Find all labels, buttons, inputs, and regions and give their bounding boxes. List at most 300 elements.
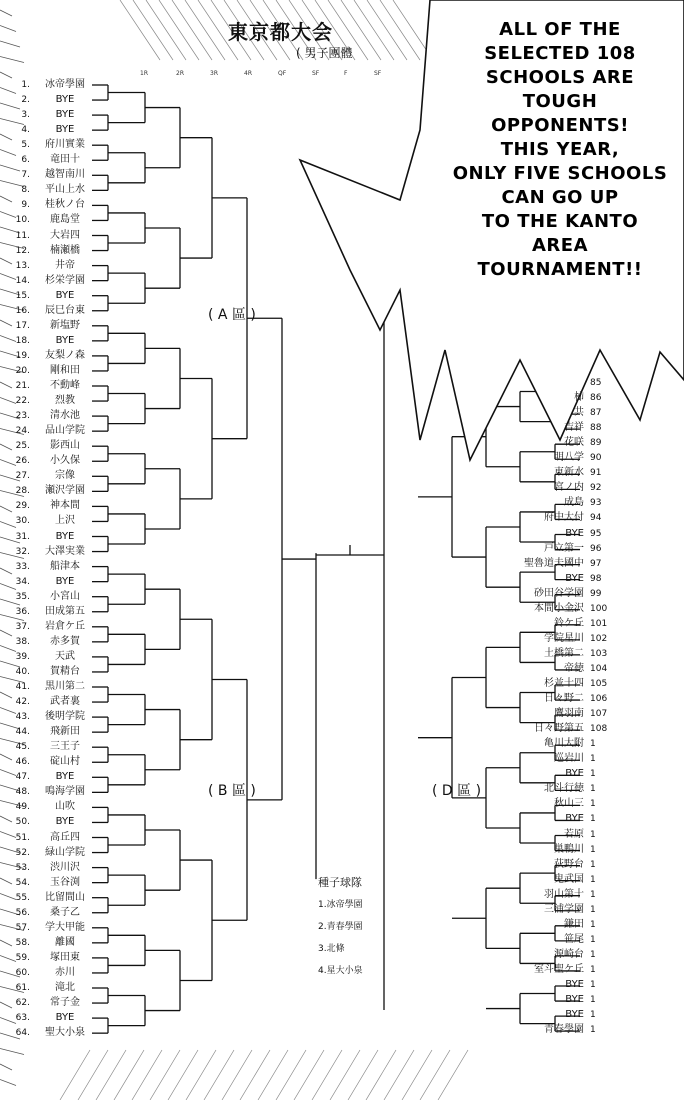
- entry-left: [4, 577, 100, 587]
- speed-line: [146, 0, 186, 60]
- entry-right: [554, 452, 602, 464]
- round-label: SF: [312, 70, 320, 77]
- entry-number: 45.: [15, 742, 30, 753]
- entry-school: 船津本: [50, 560, 80, 572]
- entry-right: [554, 843, 596, 855]
- entry-number: 7.: [21, 170, 30, 181]
- entry-number: 49.: [15, 802, 30, 813]
- entry-number: 23.: [15, 411, 30, 422]
- bubble-line: TOUGH: [522, 91, 598, 112]
- entry-school: 鷹羽南: [554, 708, 584, 720]
- entry-school: 巣鴨川: [554, 843, 584, 855]
- block-d-label: ( D 區 ): [432, 783, 482, 799]
- seed-heading: 種子球隊: [318, 876, 362, 889]
- seed-item: 4.星大小泉: [318, 966, 363, 976]
- speed-line: [420, 1050, 450, 1100]
- entry-school: 小宮山: [50, 590, 80, 602]
- entry-number: 17.: [15, 320, 30, 331]
- speed-line: [258, 1050, 288, 1100]
- entry-school: 室斗聖ケ丘: [534, 963, 584, 975]
- entry-left: [4, 682, 100, 692]
- entry-school: BYE: [55, 1012, 75, 1024]
- entry-number: 46.: [15, 757, 30, 768]
- entry-left: [4, 140, 100, 150]
- entry-school: 剛和田: [50, 364, 80, 376]
- entry-number: 101: [590, 618, 608, 629]
- entry-left: [4, 667, 100, 677]
- speed-line: [276, 1050, 306, 1100]
- seed-item: 2.青春學園: [318, 922, 363, 932]
- round-label: 1R: [140, 70, 148, 77]
- entry-school: 鳴海学園: [45, 786, 85, 798]
- entry-right: [534, 723, 608, 735]
- entry-school: 学院星川: [544, 632, 584, 644]
- entry-left: [4, 306, 100, 316]
- entry-right: [554, 753, 596, 765]
- entry-number: 103: [590, 648, 608, 659]
- entry-left: [4, 953, 100, 963]
- entry-school: 竜田十: [50, 154, 80, 166]
- entry-number: 90: [590, 453, 602, 464]
- entry-school: BYE: [55, 530, 75, 542]
- entry-number: 12.: [15, 245, 30, 256]
- entry-number: 1: [590, 769, 596, 780]
- entry-left: [4, 802, 100, 812]
- entry-school: 鈴ケ丘: [554, 617, 584, 629]
- entry-number: 1: [590, 739, 596, 750]
- entry-left: [4, 411, 100, 421]
- entry-left: [4, 125, 100, 135]
- entry-number: 1: [590, 980, 596, 990]
- entry-left: [4, 291, 100, 301]
- speed-line: [438, 1050, 468, 1100]
- entry-number: 54.: [15, 877, 30, 888]
- bubble-line: SCHOOLS ARE: [485, 67, 635, 88]
- entry-school: 友梨ノ森: [45, 349, 85, 361]
- entry-left: [4, 938, 100, 948]
- round-label: F: [344, 70, 348, 77]
- speed-line: [0, 1080, 16, 1086]
- entry-right: [565, 527, 602, 539]
- entry-left: [4, 200, 100, 210]
- entry-school: 鎌田: [564, 918, 584, 930]
- round-label: 3R: [210, 70, 218, 77]
- entry-number: 35.: [15, 591, 30, 602]
- entry-left: [4, 185, 100, 195]
- entry-school: 大澤実業: [45, 545, 85, 557]
- bubble-line: AREA: [531, 235, 589, 256]
- entry-number: 51.: [15, 832, 30, 843]
- entry-school: 上沢: [55, 515, 75, 527]
- round-label: 4R: [244, 70, 252, 77]
- entry-number: 97: [590, 558, 602, 569]
- entry-school: 渋川沢: [50, 861, 80, 873]
- entry-number: 16.: [15, 305, 30, 316]
- speed-line: [168, 1050, 198, 1100]
- entry-right: [554, 617, 608, 629]
- entry-left: [4, 80, 100, 90]
- entry-school: 巡岩川: [554, 753, 584, 765]
- entry-number: 4.: [21, 125, 30, 136]
- entry-number: 1: [590, 859, 596, 870]
- entry-number: 1: [590, 1010, 596, 1021]
- entry-left: [4, 757, 100, 767]
- speed-line: [0, 1064, 12, 1070]
- entry-school: 赤川: [55, 966, 75, 978]
- entry-school: 宗像: [55, 470, 75, 482]
- entry-left: [4, 246, 100, 256]
- entry-school: 土橋第二: [544, 647, 584, 659]
- entry-right: [544, 888, 596, 900]
- entry-number: 21.: [15, 381, 30, 391]
- entry-left: [4, 215, 100, 225]
- speed-line: [96, 1050, 126, 1100]
- entry-school: 飛新田: [50, 726, 80, 738]
- bubble-line: SELECTED 108: [484, 43, 636, 64]
- entry-number: 100: [590, 603, 608, 614]
- entry-left: [4, 532, 100, 542]
- bracket-subtitle: ( 男子團體: [296, 46, 353, 60]
- entry-right: [554, 873, 596, 885]
- entry-number: 43.: [15, 712, 30, 723]
- entry-school: BYE: [565, 813, 584, 825]
- entry-right: [554, 708, 608, 720]
- bubble-line: TO THE KANTO: [481, 211, 639, 232]
- entry-left: [4, 170, 100, 180]
- entry-school: 後明学院: [45, 711, 85, 723]
- entry-number: 10.: [15, 215, 30, 226]
- entry-left: [4, 426, 100, 436]
- entry-school: 新塩野: [50, 319, 80, 331]
- speed-line: [60, 1050, 90, 1100]
- entry-school: 聖大小泉: [45, 1027, 85, 1039]
- entry-school: BYE: [55, 109, 75, 121]
- entry-school: 源崎台: [554, 948, 584, 960]
- bubble-line: THIS YEAR,: [500, 139, 620, 160]
- entry-right: [534, 602, 608, 614]
- entry-left: [4, 1028, 100, 1038]
- speed-line: [348, 1050, 378, 1100]
- entry-left: [4, 772, 100, 782]
- entry-left: [4, 712, 100, 722]
- entry-school: 三王子: [50, 741, 80, 753]
- round-headers: [120, 70, 420, 82]
- entry-number: 105: [590, 679, 608, 689]
- entry-right: [534, 587, 602, 599]
- speed-line: [312, 1050, 342, 1100]
- entry-number: 9.: [21, 200, 30, 211]
- entry-number: 19.: [15, 350, 30, 361]
- entry-school: 帝徳: [564, 662, 584, 674]
- entry-right: [590, 378, 601, 388]
- entry-number: 28.: [15, 486, 30, 497]
- entry-school: 花咲: [564, 437, 584, 449]
- entry-school: 笹尾: [564, 933, 584, 945]
- entry-number: 62.: [15, 998, 30, 1009]
- entry-right: [565, 979, 596, 990]
- entry-number: 1: [590, 844, 596, 855]
- entry-school: 宮ノ内: [554, 482, 584, 494]
- entry-left: [4, 893, 100, 903]
- entry-left: [4, 516, 100, 526]
- entry-number: 95: [590, 528, 602, 539]
- entry-school: 桑子乙: [50, 906, 80, 918]
- entry-left: [4, 923, 100, 933]
- entry-number: 1: [590, 964, 596, 975]
- speed-line: [384, 1050, 414, 1100]
- entry-school: 比留間山: [45, 891, 85, 903]
- entry-right: [544, 903, 596, 915]
- entry-right: [564, 918, 596, 930]
- entry-number: 15.: [15, 290, 30, 301]
- entry-right: [565, 572, 602, 584]
- entry-school: 影西山: [50, 440, 80, 452]
- entry-school: 学大甲能: [45, 921, 85, 933]
- entry-left: [4, 908, 100, 918]
- entry-school: 辰巳台東: [45, 304, 85, 316]
- entry-left: [4, 983, 100, 993]
- entry-left: [4, 697, 100, 707]
- speed-line: [78, 1050, 108, 1100]
- entry-school: 常子金: [50, 997, 80, 1009]
- entry-school: 吉祥: [564, 422, 584, 434]
- entry-school: BYE: [565, 994, 584, 1006]
- entry-school: 碇山村: [50, 756, 80, 768]
- entry-right: [544, 693, 608, 705]
- entry-school: 品山学院: [45, 425, 85, 437]
- entry-school: 天武: [55, 650, 75, 662]
- speed-line: [240, 1050, 270, 1100]
- entry-school: 荻野台: [554, 858, 584, 870]
- entry-right: [544, 678, 608, 689]
- speed-line: [330, 1050, 360, 1100]
- entry-left: [4, 592, 100, 602]
- speed-line: [294, 1050, 324, 1100]
- entry-school: 若原: [564, 828, 584, 840]
- entry-number: 91: [590, 468, 602, 479]
- entry-number: 99: [590, 588, 602, 599]
- entry-number: 34.: [15, 576, 30, 587]
- entry-left: [4, 486, 100, 496]
- entry-number: 1: [590, 995, 596, 1006]
- entry-number: 30.: [15, 516, 30, 527]
- entry-left: [4, 276, 100, 286]
- entry-right: [564, 662, 608, 674]
- entry-left: [4, 848, 100, 858]
- entry-number: 1: [590, 1025, 596, 1036]
- entry-school: 高丘四: [50, 831, 80, 843]
- entry-number: 86: [590, 393, 602, 404]
- entry-number: 107: [590, 709, 608, 720]
- speed-line: [204, 1050, 234, 1100]
- entry-number: 88: [590, 423, 602, 434]
- entry-right: [554, 948, 596, 960]
- entry-school: 清水池: [50, 410, 80, 422]
- speed-line: [185, 0, 225, 60]
- entry-number: 20.: [15, 365, 30, 376]
- entry-school: 本間小金沢: [534, 602, 584, 614]
- entry-left: [4, 155, 100, 165]
- entry-left: [4, 95, 100, 105]
- entry-school: 田成第五: [45, 605, 85, 617]
- entry-left: [4, 261, 100, 271]
- round-label: QF: [278, 70, 287, 77]
- speed-line: [172, 0, 212, 60]
- round-label: 2R: [176, 70, 184, 77]
- entry-number: 1: [590, 784, 596, 795]
- entry-school: 日々野二: [544, 693, 584, 705]
- entry-right: [564, 828, 596, 840]
- speed-line: [159, 0, 199, 60]
- entry-school: 杉栄学園: [45, 274, 85, 286]
- speed-line: [366, 1050, 396, 1100]
- entry-number: 39.: [15, 651, 30, 662]
- entry-number: 55.: [15, 892, 30, 903]
- entry-school: 秋山三: [554, 798, 584, 810]
- speed-line: [0, 72, 12, 78]
- entry-school: 共: [574, 407, 584, 419]
- entry-right: [564, 497, 602, 509]
- entry-right: [544, 512, 602, 524]
- entry-right: [544, 738, 596, 750]
- entry-right: [544, 783, 596, 795]
- entry-school: 鬼武国: [554, 873, 584, 885]
- entry-school: BYE: [565, 979, 584, 990]
- entry-school: 赤多賀: [50, 635, 80, 647]
- entry-right: [565, 813, 596, 825]
- entry-number: 41.: [15, 682, 30, 692]
- entry-school: 神本間: [50, 500, 80, 512]
- entry-number: 1: [590, 889, 596, 900]
- entry-number: 8.: [21, 185, 30, 196]
- entry-number: 2.: [21, 95, 30, 106]
- entry-school: 井帝: [55, 259, 75, 271]
- entry-left: [4, 863, 100, 873]
- entry-school: 戸立第一: [544, 542, 584, 554]
- entry-number: 93: [590, 498, 602, 509]
- entry-left: [4, 652, 100, 662]
- entry-number: 53.: [15, 862, 30, 873]
- entry-number: 63.: [15, 1013, 30, 1024]
- entry-school: 玉谷渕: [50, 876, 80, 888]
- entry-number: 36.: [15, 606, 30, 617]
- bracket-title: 東京都大会: [228, 20, 333, 44]
- entry-number: 6.: [21, 155, 30, 166]
- entry-number: 108: [590, 724, 608, 735]
- bubble-line: TOURNAMENT!!: [477, 259, 643, 280]
- entry-number: 98: [590, 573, 602, 584]
- speed-line: [114, 1050, 144, 1100]
- entry-number: 32.: [15, 546, 30, 557]
- entry-number: 24.: [15, 426, 30, 437]
- entry-number: 104: [590, 663, 608, 674]
- entry-school: 明八学: [554, 452, 584, 464]
- entry-left: [4, 562, 100, 572]
- speed-line: [0, 41, 20, 47]
- entry-school: 三浦学園: [544, 903, 584, 915]
- speed-line: [354, 0, 394, 60]
- entry-number: 1: [590, 754, 596, 765]
- entry-right: [534, 963, 596, 975]
- entry-right: [544, 647, 608, 659]
- entry-school: 岩倉ケ丘: [45, 620, 85, 632]
- entry-school: 大岩四: [50, 229, 80, 241]
- speed-line: [380, 0, 420, 60]
- entry-number: 27.: [15, 471, 30, 482]
- entry-school: 聖魯道夫國中: [524, 557, 584, 569]
- entry-right: [554, 798, 596, 810]
- entry-left: [4, 231, 100, 241]
- entry-school: 瀬沢学園: [45, 485, 85, 497]
- entry-number: 1: [590, 814, 596, 825]
- entry-number: 22.: [15, 396, 30, 407]
- entry-number: 31.: [15, 531, 30, 542]
- entry-school: 羽山第十: [544, 888, 584, 900]
- entry-right: [565, 1009, 596, 1021]
- entry-school: 離國: [55, 936, 75, 948]
- entry-number: 18.: [15, 335, 30, 346]
- entry-number: 64.: [15, 1028, 30, 1039]
- entry-right: [565, 768, 596, 780]
- block-b-label: ( B 區 ): [208, 783, 256, 799]
- entry-left: [4, 441, 100, 451]
- entry-school: 桂秋ノ台: [45, 199, 85, 211]
- entry-school: 北斗行徳: [544, 783, 584, 795]
- entry-number: 1: [590, 949, 596, 960]
- entry-left: [4, 817, 100, 827]
- entry-number: 14.: [15, 275, 30, 286]
- entry-left: [4, 727, 100, 737]
- entry-left: [4, 787, 100, 797]
- entry-number: 25.: [15, 441, 30, 452]
- entry-left: [4, 637, 100, 647]
- entry-number: 85: [590, 378, 602, 388]
- entry-left: [4, 110, 100, 120]
- entry-school: BYE: [55, 94, 75, 106]
- entry-left: [4, 607, 100, 617]
- entry-school: 楠瀬橋: [50, 244, 80, 256]
- entry-school: BYE: [565, 1009, 584, 1021]
- entry-school: BYE: [55, 771, 75, 783]
- speech-bubble-text: [440, 18, 680, 282]
- entry-number: 102: [590, 633, 608, 644]
- entry-number: 52.: [15, 847, 30, 858]
- entry-school: BYE: [565, 768, 584, 780]
- entry-left: [4, 742, 100, 752]
- speed-line: [0, 1049, 24, 1055]
- entry-school: 砂田谷学園: [534, 587, 584, 599]
- entry-number: 1: [590, 874, 596, 885]
- entry-number: 48.: [15, 787, 30, 798]
- speed-line: [186, 1050, 216, 1100]
- bubble-line: ALL OF THE: [499, 19, 621, 40]
- entry-number: 1: [590, 799, 596, 810]
- entry-left: [4, 501, 100, 511]
- entry-school: BYE: [565, 527, 584, 539]
- seed-list: [318, 872, 363, 982]
- entry-school: 黒川第二: [45, 681, 85, 692]
- speed-line: [367, 0, 407, 60]
- seed-item: 3.北條: [318, 944, 345, 954]
- entry-school: 不動峰: [50, 380, 80, 391]
- bubble-line: ONLY FIVE SCHOOLS: [452, 163, 668, 184]
- entry-right: [554, 858, 596, 870]
- entry-left: [4, 321, 100, 331]
- speed-line: [0, 26, 16, 32]
- entry-school: 緑山学院: [45, 846, 85, 858]
- speed-line: [0, 57, 24, 63]
- entry-number: 61.: [15, 983, 30, 993]
